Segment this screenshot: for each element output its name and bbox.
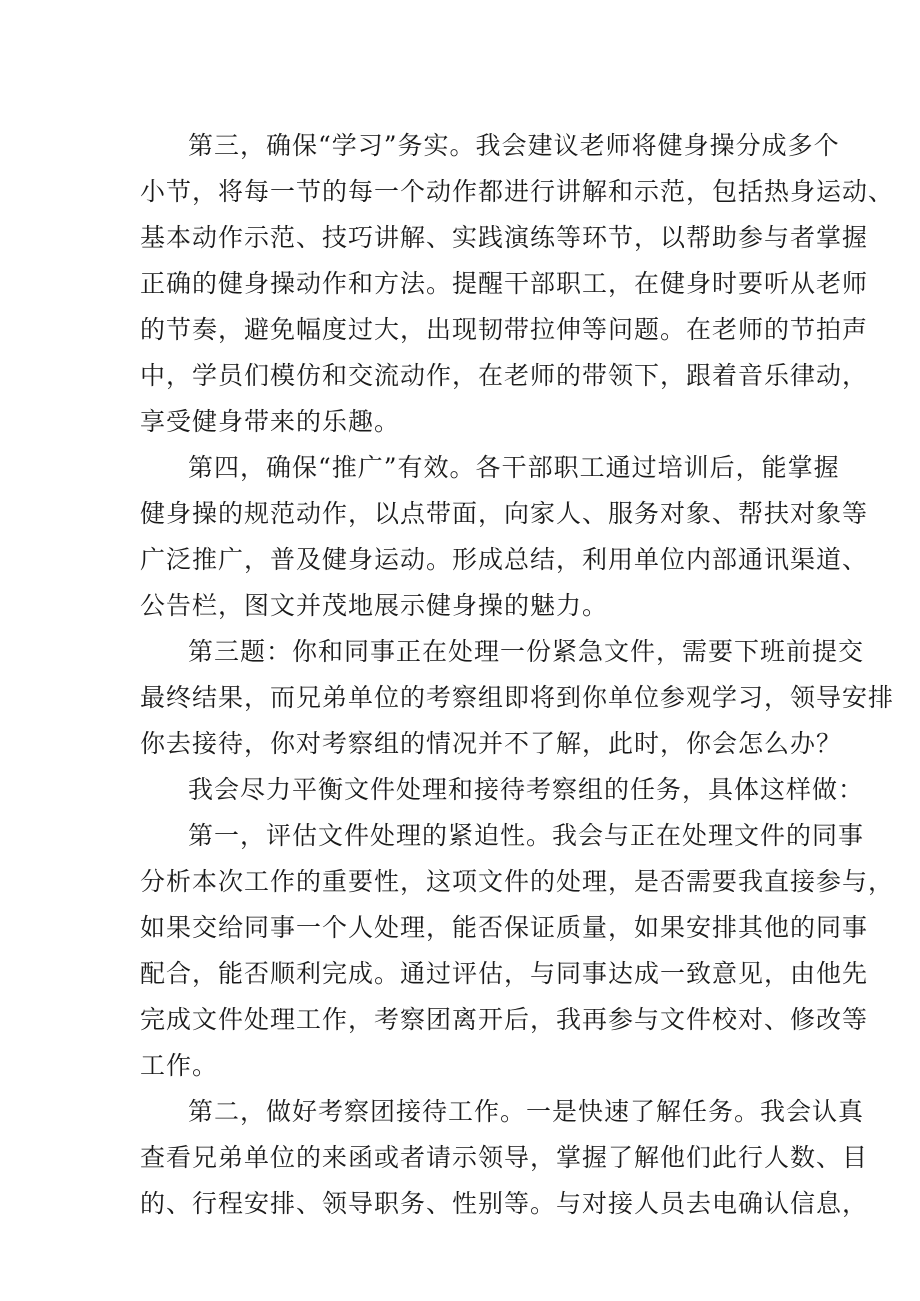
paragraph-line: 中，学员们模仿和交流动作，在老师的带领下，跟着音乐律动， — [140, 361, 869, 390]
paragraph-line: 公告栏，图文并茂地展示健身操的魅力。 — [140, 591, 609, 620]
paragraph-line: 的节奏，避免幅度过大，出现韧带拉伸等问题。在老师的节拍声 — [140, 315, 869, 344]
paragraph-line: 配合，能否顺利完成。通过评估，与同事达成一致意见，由他先 — [140, 959, 869, 988]
paragraph-line: 基本动作示范、技巧讲解、实践演练等环节，以帮助参与者掌握 — [140, 223, 869, 252]
paragraph-line: 小节，将每一节的每一个动作都进行讲解和示范，包括热身运动、 — [140, 177, 895, 206]
paragraph-line: 第一，评估文件处理的紧迫性。我会与正在处理文件的同事 — [188, 821, 865, 850]
paragraph-line: 第三题：你和同事正在处理一份紧急文件，需要下班前提交 — [188, 637, 865, 666]
paragraph-line: 最终结果，而兄弟单位的考察组即将到你单位参观学习，领导安排 — [140, 683, 895, 712]
paragraph-line: 完成文件处理工作，考察团离开后，我再参与文件校对、修改等 — [140, 1005, 869, 1034]
paragraph-line: 的、行程安排、领导职务、性别等。与对接人员去电确认信息， — [140, 1189, 869, 1218]
paragraph-line: 你去接待，你对考察组的情况并不了解，此时，你会怎么办？ — [140, 729, 843, 758]
paragraph-line: 广泛推广，普及健身运动。形成总结，利用单位内部通讯渠道、 — [140, 545, 869, 574]
paragraph-line: 享受健身带来的乐趣。 — [140, 407, 401, 436]
body-text — [140, 123, 895, 1227]
paragraph-line: 健身操的规范动作，以点带面，向家人、服务对象、帮扶对象等 — [140, 499, 869, 528]
paragraph-line: 工作。 — [140, 1051, 219, 1080]
paragraph-line: 正确的健身操动作和方法。提醒干部职工，在健身时要听从老师 — [140, 269, 869, 298]
paragraph-line: 第四，确保“推广”有效。各干部职工通过培训后，能掌握 — [188, 453, 840, 482]
paragraph-line: 如果交给同事一个人处理，能否保证质量，如果安排其他的同事 — [140, 913, 869, 942]
paragraph-line: 查看兄弟单位的来函或者请示领导，掌握了解他们此行人数、目 — [140, 1143, 869, 1172]
paragraph-line: 第三，确保“学习”务实。我会建议老师将健身操分成多个 — [188, 131, 840, 160]
paragraph-line: 第二，做好考察团接待工作。一是快速了解任务。我会认真 — [188, 1097, 865, 1126]
paragraph-line: 分析本次工作的重要性，这项文件的处理，是否需要我直接参与， — [140, 867, 895, 896]
paragraph-line: 我会尽力平衡文件处理和接待考察组的任务，具体这样做： — [188, 775, 865, 804]
